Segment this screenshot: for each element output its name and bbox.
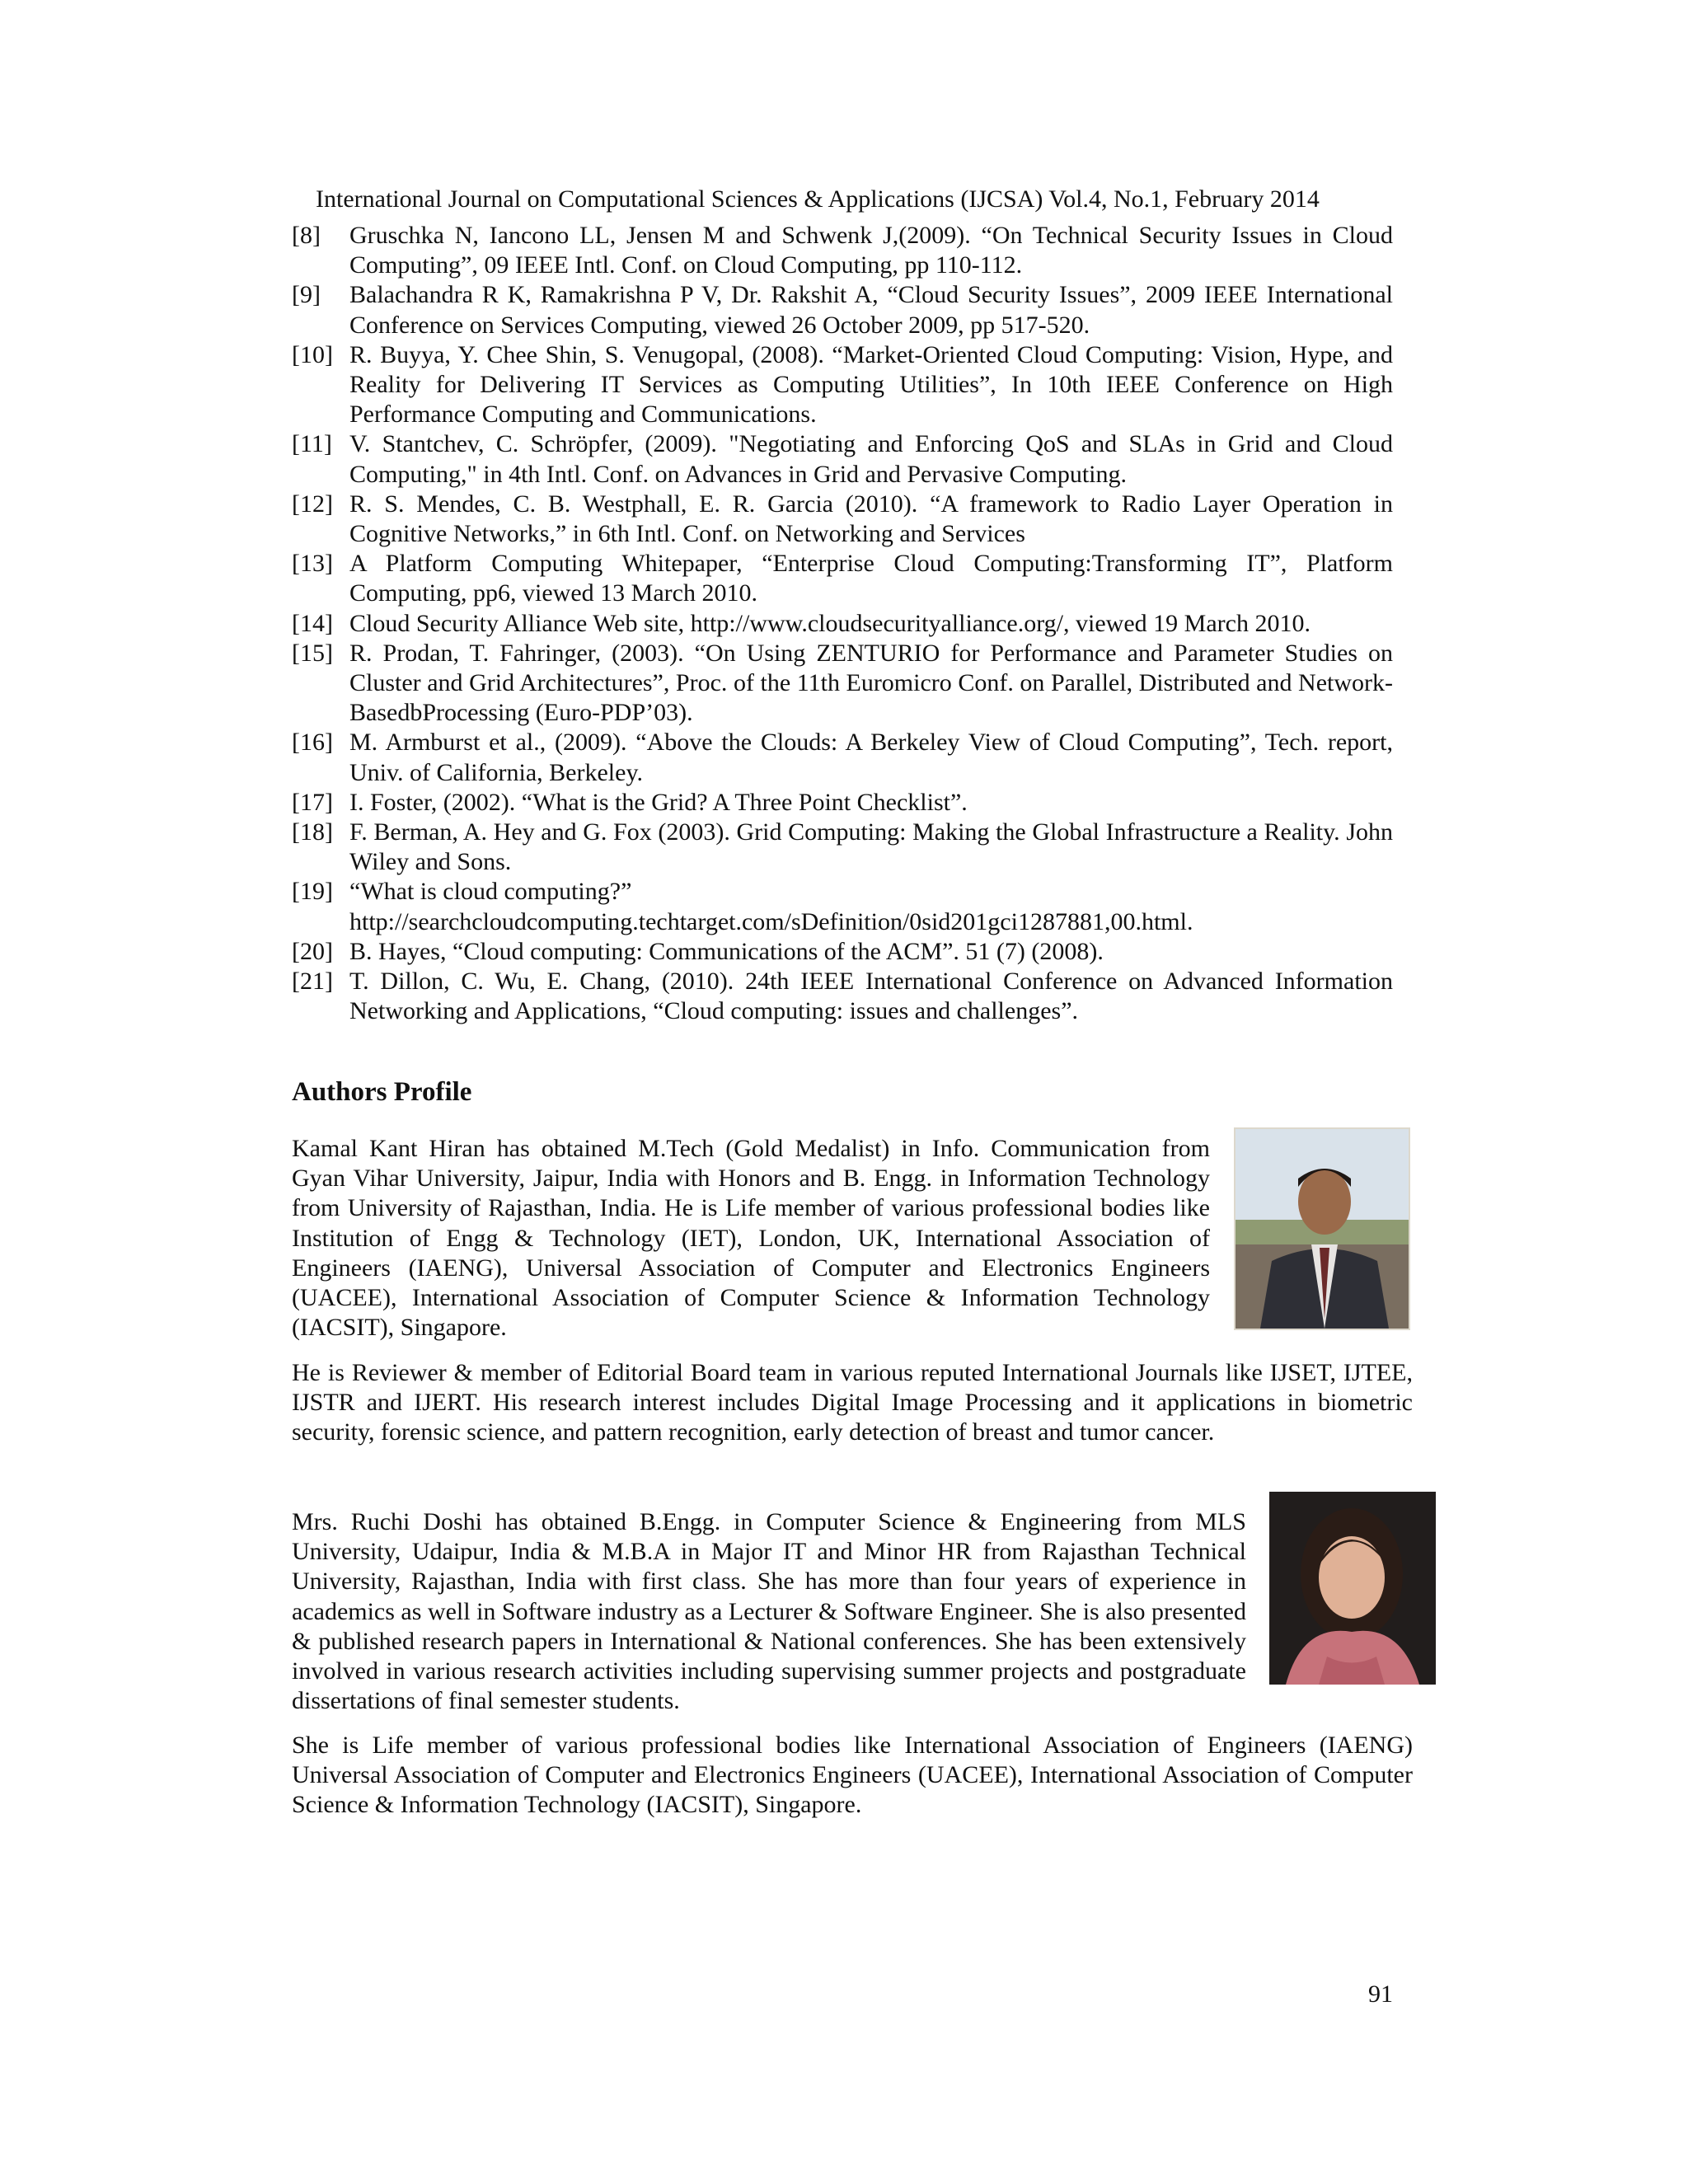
reference-item bbox=[292, 549, 1393, 608]
reference-number: [10] bbox=[292, 340, 333, 368]
reference-text: M. Armburst et al., (2009). “Above the Clouds: A Berkeley View of Cloud Computing”, Tech. report, Univ. of California, Berkeley. bbox=[349, 729, 1393, 786]
reference-number: [12] bbox=[292, 490, 333, 518]
reference-number: [11] bbox=[292, 430, 332, 458]
reference-text: Gruschka N, Iancono LL, Jensen M and Schwenk J,(2009). “On Technical Security Issues in Cloud Computing”, 09 IEEE Intl. Conf. on Cloud Computing, pp 110-112. bbox=[349, 222, 1393, 279]
reference-number: [21] bbox=[292, 968, 333, 996]
reference-text: B. Hayes, “Cloud computing: Communications of the ACM”. 51 (7) (2008). bbox=[349, 937, 1104, 965]
reference-text: R. S. Mendes, C. B. Westphall, E. R. Garcia (2010). “A framework to Radio Layer Operation in Cognitive Networks,” in 6th Intl. Conf. on Networking and Services bbox=[349, 490, 1393, 548]
reference-number: [18] bbox=[292, 818, 333, 846]
reference-text: T. Dillon, C. Wu, E. Chang, (2010). 24th IEEE International Conference on Advanced Information Networking and Applications, “Cloud computing: issues and challenges”. bbox=[349, 968, 1393, 1025]
reference-item bbox=[292, 877, 1393, 936]
reference-item bbox=[292, 280, 1393, 340]
reference-item bbox=[292, 728, 1393, 787]
reference-text: F. Berman, A. Hey and G. Fox (2003). Grid Computing: Making the Global Infrastructure a Reality. John Wiley and Sons. bbox=[349, 818, 1393, 876]
reference-number: [8] bbox=[292, 222, 321, 249]
reference-text: V. Stantchev, C. Schröpfer, (2009). "Negotiating and Enforcing QoS and SLAs in Grid and Cloud Computing," in 4th Intl. Conf. on Advances in Grid and Pervasive Computing. bbox=[349, 430, 1393, 488]
reference-item bbox=[292, 639, 1393, 729]
reference-text: R. Prodan, T. Fahringer, (2003). “On Using ZENTURIO for Performance and Parameter Studies on Cluster and Grid Architectures”, Proc. of the 11th Euromicro Conf. on Parallel, Distributed and Network-BasedbProcessing (Euro-PDP’03). bbox=[349, 639, 1393, 727]
reference-list bbox=[292, 221, 1393, 1026]
section-heading: Authors Profile bbox=[292, 1077, 472, 1107]
reference-number: [14] bbox=[292, 609, 333, 637]
author-bio-paragraph: Mrs. Ruchi Doshi has obtained B.Engg. in Computer Science & Engineering from MLS University, Udaipur, India & M.B.A in Major IT and Minor HR from Rajasthan Technical University, Rajasthan, India with first class. She has more than four years of experience in academics as well in Software industry as a Lecturer & Software Engineer. She is also presented & published research papers in International & National conferences. She has been extensively involved in various research activities including supervising summer projects and postgraduate dissertations of final semester students. bbox=[292, 1508, 1246, 1715]
reference-item bbox=[292, 937, 1393, 967]
author-bio-paragraph: Kamal Kant Hiran has obtained M.Tech (Gold Medalist) in Info. Communication from Gyan Vihar University, Jaipur, India with Honors and B. Engg. in Information Technology from University of Rajasthan, India. He is Life member of various professional bodies like Institution of Engg & Technology (IET), London, UK, International Association of Engineers (IAENG), Universal Association of Computer and Electronics Engineers (UACEE), International Association of Computer Science & Information Technology (IACSIT), Singapore. bbox=[292, 1135, 1210, 1342]
reference-item bbox=[292, 429, 1393, 489]
page-number: 91 bbox=[1368, 1980, 1393, 2008]
running-header: International Journal on Computational Sciences & Applications (IJCSA) Vol.4, No.1, February 2014 bbox=[316, 185, 1320, 213]
reference-text: Balachandra R K, Ramakrishna P V, Dr. Rakshit A, “Cloud Security Issues”, 2009 IEEE International Conference on Services Computing, viewed 26 October 2009, pp 517-520. bbox=[349, 281, 1393, 339]
reference-text: “What is cloud computing?” http://searchcloudcomputing.techtarget.com/sDefinition/0sid201gci1287881,00.html. bbox=[349, 878, 1193, 935]
author-photo bbox=[1234, 1127, 1410, 1330]
reference-item bbox=[292, 609, 1393, 639]
reference-number: [15] bbox=[292, 639, 333, 667]
reference-number: [16] bbox=[292, 729, 333, 757]
reference-text: R. Buyya, Y. Chee Shin, S. Venugopal, (2008). “Market-Oriented Cloud Computing: Vision, Hype, and Reality for Delivering IT Services as Computing Utilities”, In 10th IEEE Conference on High Performance Computing and Communications. bbox=[349, 340, 1393, 429]
reference-number: [9] bbox=[292, 281, 321, 309]
reference-item bbox=[292, 967, 1393, 1026]
author-bio-paragraph: He is Reviewer & member of Editorial Board team in various reputed International Journals like IJSET, IJTEE, IJSTR and IJERT. His research interest includes Digital Image Processing and it applications in biometric security, forensic science, and pattern recognition, early detection of breast and tumor cancer. bbox=[292, 1359, 1413, 1446]
reference-text: I. Foster, (2002). “What is the Grid? A Three Point Checklist”. bbox=[349, 788, 968, 816]
reference-text: A Platform Computing Whitepaper, “Enterprise Cloud Computing:Transforming IT”, Platform Computing, pp6, viewed 13 March 2010. bbox=[349, 550, 1393, 607]
reference-item bbox=[292, 818, 1393, 877]
reference-text: Cloud Security Alliance Web site, http://www.cloudsecurityalliance.org/, viewed 19 March 2010. bbox=[349, 609, 1311, 637]
author-photo bbox=[1269, 1492, 1436, 1685]
reference-item bbox=[292, 788, 1393, 818]
reference-number: [20] bbox=[292, 937, 333, 965]
reference-item bbox=[292, 490, 1393, 549]
reference-item bbox=[292, 340, 1393, 430]
author-bio-paragraph: She is Life member of various professional bodies like International Association of Engineers (IAENG) Universal Association of Computer and Electronics Engineers (UACEE), International Association of Computer Science & Information Technology (IACSIT), Singapore. bbox=[292, 1732, 1413, 1819]
reference-number: [13] bbox=[292, 550, 333, 578]
reference-item bbox=[292, 221, 1393, 280]
reference-number: [19] bbox=[292, 878, 333, 906]
reference-number: [17] bbox=[292, 788, 333, 816]
